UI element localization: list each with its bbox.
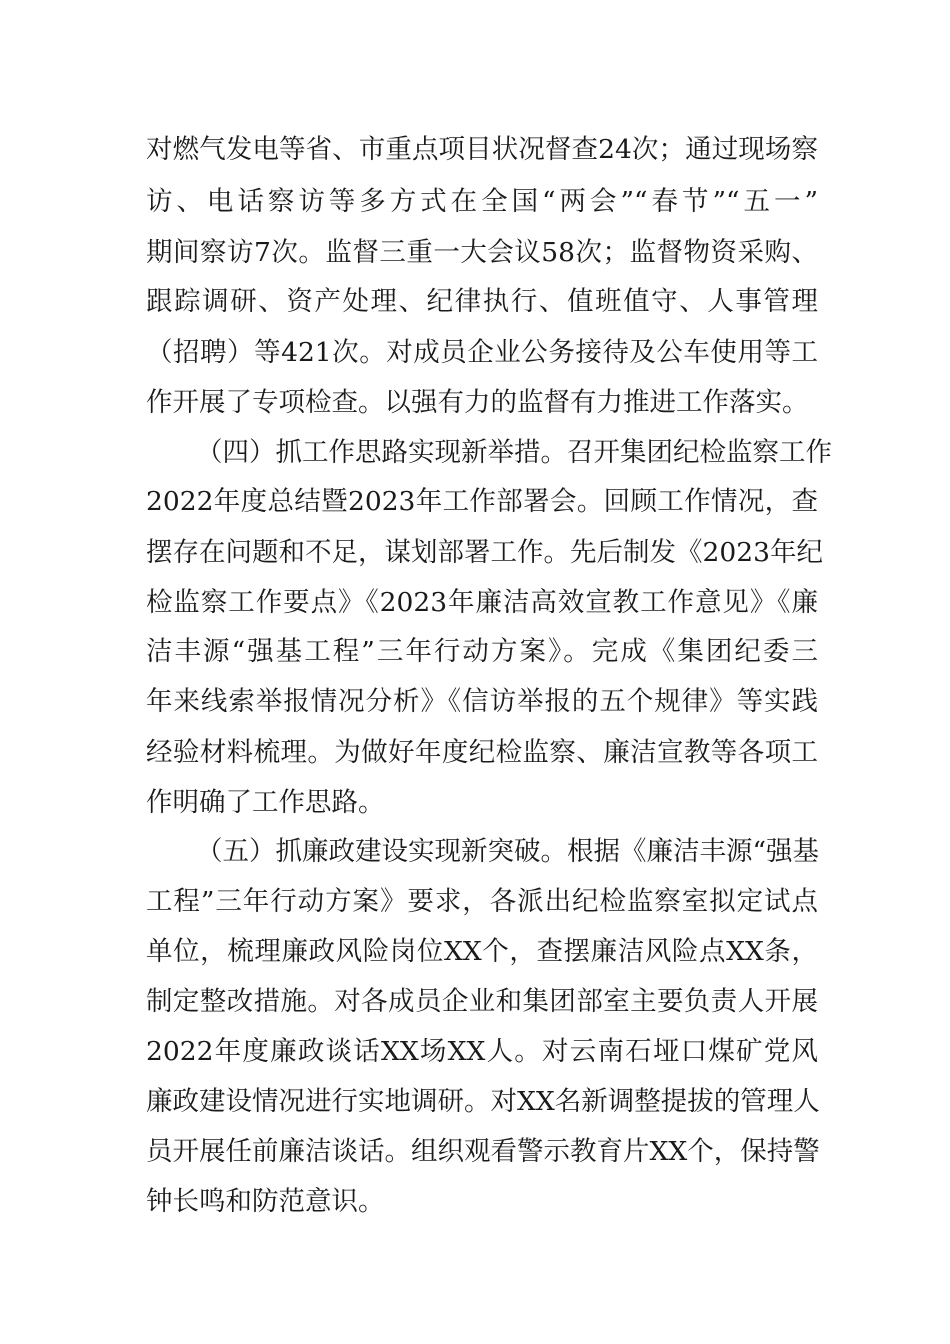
- paragraph-line: 年来线索举报情况分析》《信访举报的五个规律》等实践: [146, 686, 818, 717]
- paragraph-line: 作开展了专项检查。以强有力的监督有力推进工作落实。: [146, 387, 809, 418]
- paragraph-line: 2022年度总结暨2023年工作部署会。回顾工作情况，查: [146, 486, 818, 517]
- paragraph-line: 制定整改措施。对各成员企业和集团部室主要负责人开展: [146, 986, 818, 1017]
- paragraph-line: 期间察访7次。监督三重一大会议58次；监督物资采购、: [146, 237, 818, 268]
- paragraph-line: 员开展任前廉洁谈话。组织观看警示教育片XX个，保持警: [146, 1136, 820, 1167]
- paragraph-line: 洁丰源“强基工程”三年行动方案》。完成《集团纪委三: [146, 636, 818, 667]
- section-five-heading-line: （五）抓廉政建设实现新突破。根据《廉洁丰源“强基: [196, 836, 820, 867]
- paragraph-line: 对燃气发电等省、市重点项目状况督查24次；通过现场察: [146, 134, 818, 165]
- section-four-heading-line: （四）抓工作思路实现新举措。召开集团纪检监察工作: [196, 437, 832, 468]
- paragraph-line: 作明确了工作思路。: [146, 787, 385, 818]
- paragraph-line: 跟踪调研、资产处理、纪律执行、值班值守、人事管理: [146, 286, 818, 317]
- paragraph-line: 钟长鸣和防范意识。: [146, 1186, 385, 1217]
- paragraph-line: 2022年度廉政谈话XX场XX人。对云南石垭口煤矿党风: [146, 1036, 818, 1067]
- paragraph-line: （招聘）等421次。对成员企业公务接待及公车使用等工: [146, 337, 818, 368]
- paragraph-line: 工程”三年行动方案》要求，各派出纪检监察室拟定试点: [146, 886, 818, 917]
- paragraph-line: 经验材料梳理。为做好年度纪检监察、廉洁宣教等各项工: [146, 737, 818, 768]
- paragraph-line: 廉政建设情况进行实地调研。对XX名新调整提拔的管理人: [146, 1086, 820, 1117]
- paragraph-line: 访、电话察访等多方式在全国“两会”“春节”“五一”: [146, 186, 818, 217]
- paragraph-line: 检监察工作要点》《2023年廉洁高效宣教工作意见》《廉: [146, 587, 818, 618]
- paragraph-line: 摆存在问题和不足，谋划部署工作。先后制发《2023年纪: [146, 537, 823, 568]
- paragraph-line: 单位，梳理廉政风险岗位XX个，查摆廉洁风险点XX条，: [146, 936, 818, 967]
